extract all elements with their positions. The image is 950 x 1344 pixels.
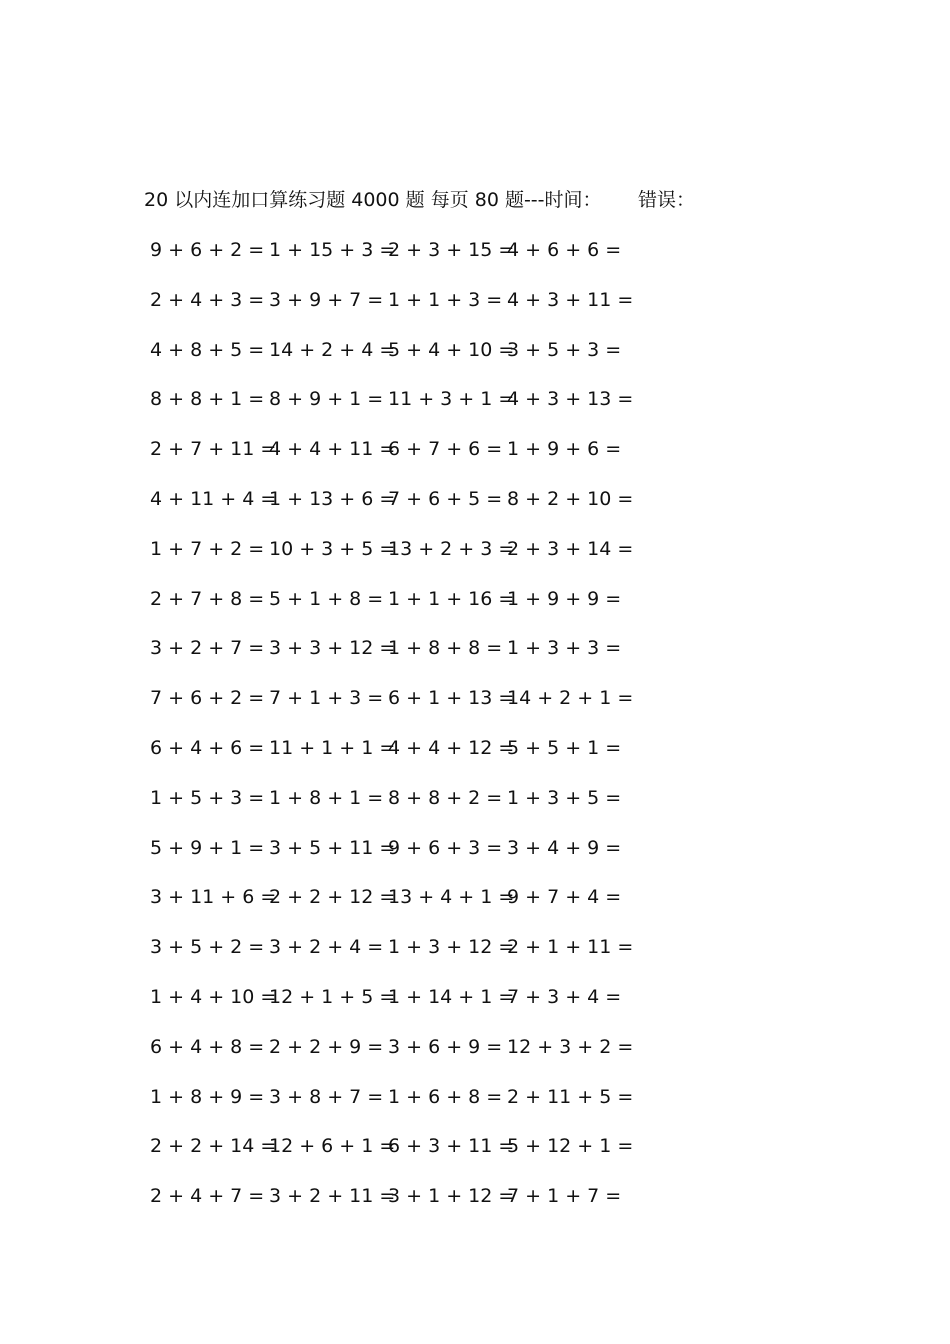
problem-text: 1 + 1 + 16 = bbox=[388, 587, 515, 610]
problem-text: 3 + 8 + 7 = bbox=[269, 1085, 384, 1108]
problem-text: 14 + 2 + 4 = bbox=[269, 338, 396, 361]
problem-text: 3 + 1 + 12 = bbox=[388, 1185, 515, 1208]
problem-item bbox=[382, 833, 503, 863]
problem-text: 3 + 5 + 3 = bbox=[507, 338, 622, 361]
problem-text: 2 + 2 + 9 = bbox=[269, 1035, 384, 1058]
problem-item bbox=[263, 484, 396, 514]
problem-item bbox=[501, 285, 634, 315]
problem-text: 6 + 3 + 11 = bbox=[388, 1135, 515, 1158]
problem-text: 2 + 7 + 8 = bbox=[150, 587, 265, 610]
problem-item bbox=[144, 534, 265, 564]
problem-item bbox=[263, 1032, 384, 1062]
problem-text: 1 + 9 + 9 = bbox=[507, 587, 622, 610]
problem-row bbox=[0, 1181, 950, 1231]
worksheet-header bbox=[144, 186, 696, 214]
problem-item bbox=[144, 434, 277, 464]
problem-item bbox=[501, 235, 631, 265]
problem-item bbox=[144, 335, 265, 365]
problem-text: 3 + 6 + 9 = bbox=[388, 1035, 503, 1058]
problem-row bbox=[0, 882, 950, 932]
problem-item bbox=[263, 235, 396, 265]
problem-text: 3 + 11 + 6 = bbox=[150, 886, 277, 909]
problem-text: 3 + 2 + 4 = bbox=[269, 936, 384, 959]
problem-text: 1 + 13 + 6 = bbox=[269, 487, 396, 510]
problem-row bbox=[0, 1032, 950, 1082]
problem-item bbox=[263, 384, 384, 414]
problem-item bbox=[382, 434, 503, 464]
problem-text: 1 + 3 + 12 = bbox=[388, 936, 515, 959]
problem-row bbox=[0, 235, 950, 285]
problem-text: 6 + 4 + 6 = bbox=[150, 736, 265, 759]
problem-text: 3 + 4 + 9 = bbox=[507, 836, 622, 859]
problem-item bbox=[263, 733, 396, 763]
problem-text: 8 + 8 + 2 = bbox=[388, 786, 503, 809]
problem-text: 5 + 5 + 1 = bbox=[507, 736, 622, 759]
problem-text: 6 + 7 + 6 = bbox=[388, 438, 503, 461]
problem-text: 2 + 3 + 15 = bbox=[388, 239, 515, 261]
problem-row bbox=[0, 633, 950, 683]
problem-text: 12 + 1 + 5 = bbox=[269, 985, 396, 1008]
problem-item bbox=[382, 932, 515, 962]
problem-item bbox=[263, 335, 396, 365]
problem-item bbox=[501, 733, 631, 763]
problem-text: 2 + 2 + 12 = bbox=[269, 886, 396, 909]
problem-text: 3 + 5 + 11 = bbox=[269, 836, 396, 859]
problem-text: 2 + 7 + 11 = bbox=[150, 438, 277, 461]
problem-text: 8 + 8 + 1 = bbox=[150, 388, 265, 411]
problem-item bbox=[382, 633, 503, 663]
problem-text: 9 + 6 + 2 = bbox=[150, 239, 265, 261]
problem-item bbox=[144, 932, 265, 962]
problem-item bbox=[144, 633, 265, 663]
problem-text: 1 + 14 + 1 = bbox=[388, 985, 515, 1008]
problem-item bbox=[382, 484, 503, 514]
problem-text: 6 + 4 + 8 = bbox=[150, 1035, 265, 1058]
problem-item bbox=[144, 733, 265, 763]
problem-text: 7 + 1 + 3 = bbox=[269, 687, 384, 710]
problem-grid bbox=[0, 235, 950, 1231]
problem-text: 3 + 2 + 7 = bbox=[150, 637, 265, 660]
problem-item bbox=[501, 683, 634, 713]
problem-text: 1 + 8 + 1 = bbox=[269, 786, 384, 809]
problem-row bbox=[0, 434, 950, 484]
problem-item bbox=[263, 683, 384, 713]
problem-text: 1 + 5 + 3 = bbox=[150, 786, 265, 809]
problem-item bbox=[263, 633, 396, 663]
problem-item bbox=[382, 584, 515, 614]
problem-text: 1 + 8 + 8 = bbox=[388, 637, 503, 660]
problem-text: 2 + 2 + 14 = bbox=[150, 1135, 277, 1158]
problem-item bbox=[263, 1131, 396, 1161]
problem-row bbox=[0, 1082, 950, 1132]
problem-text: 5 + 9 + 1 = bbox=[150, 836, 265, 859]
problem-row bbox=[0, 1131, 950, 1181]
problem-item bbox=[382, 1131, 515, 1161]
problem-text: 5 + 1 + 8 = bbox=[269, 587, 384, 610]
problem-item bbox=[144, 882, 277, 912]
problem-row bbox=[0, 484, 950, 534]
problem-text: 4 + 4 + 11 = bbox=[269, 438, 396, 461]
problem-text: 12 + 3 + 2 = bbox=[507, 1035, 634, 1058]
problem-item bbox=[501, 882, 631, 912]
worksheet-title: 20 以内连加口算练习题 4000 题 每页 80 题---时间： bbox=[144, 189, 602, 211]
problem-text: 11 + 3 + 1 = bbox=[388, 388, 515, 411]
problem-item bbox=[144, 683, 265, 713]
problem-item bbox=[501, 633, 631, 663]
problem-item bbox=[144, 584, 265, 614]
problem-text: 7 + 6 + 2 = bbox=[150, 687, 265, 710]
problem-item bbox=[382, 1181, 515, 1211]
problem-item bbox=[382, 235, 515, 265]
problem-text: 4 + 3 + 11 = bbox=[507, 288, 634, 311]
problem-item bbox=[144, 783, 265, 813]
problem-item bbox=[382, 683, 515, 713]
problem-text: 1 + 6 + 8 = bbox=[388, 1085, 503, 1108]
problem-text: 8 + 2 + 10 = bbox=[507, 487, 634, 510]
problem-text: 4 + 4 + 12 = bbox=[388, 736, 515, 759]
problem-item bbox=[144, 484, 277, 514]
problem-item bbox=[382, 534, 515, 564]
problem-row bbox=[0, 285, 950, 335]
problem-item bbox=[263, 1181, 396, 1211]
problem-row bbox=[0, 783, 950, 833]
problem-row bbox=[0, 733, 950, 783]
problem-row bbox=[0, 584, 950, 634]
problem-item bbox=[501, 1032, 634, 1062]
problem-item bbox=[382, 882, 515, 912]
problem-row bbox=[0, 335, 950, 385]
problem-item bbox=[501, 584, 631, 614]
problem-text: 3 + 3 + 12 = bbox=[269, 637, 396, 660]
problem-text: 2 + 4 + 3 = bbox=[150, 288, 265, 311]
problem-item bbox=[501, 384, 634, 414]
problem-item bbox=[263, 285, 384, 315]
problem-item bbox=[144, 285, 265, 315]
problem-item bbox=[263, 932, 384, 962]
problem-item bbox=[382, 285, 503, 315]
problem-item bbox=[382, 982, 515, 1012]
problem-item bbox=[144, 384, 265, 414]
problem-text: 4 + 6 + 6 = bbox=[507, 239, 622, 261]
problem-item bbox=[263, 833, 396, 863]
problem-item bbox=[501, 783, 631, 813]
problem-item bbox=[144, 1082, 265, 1112]
problem-text: 4 + 3 + 13 = bbox=[507, 388, 634, 411]
problem-item bbox=[144, 833, 265, 863]
problem-row bbox=[0, 932, 950, 982]
problem-item bbox=[382, 733, 515, 763]
problem-item bbox=[263, 584, 384, 614]
problem-item bbox=[501, 1181, 631, 1211]
problem-item bbox=[144, 982, 277, 1012]
problem-item bbox=[382, 1082, 503, 1112]
problem-text: 1 + 8 + 9 = bbox=[150, 1085, 265, 1108]
problem-text: 3 + 2 + 11 = bbox=[269, 1185, 396, 1208]
problem-text: 9 + 6 + 3 = bbox=[388, 836, 503, 859]
problem-text: 2 + 4 + 7 = bbox=[150, 1185, 265, 1208]
problem-text: 5 + 12 + 1 = bbox=[507, 1135, 634, 1158]
problem-item bbox=[263, 534, 396, 564]
problem-text: 1 + 1 + 3 = bbox=[388, 288, 503, 311]
problem-item bbox=[144, 1181, 265, 1211]
problem-item bbox=[382, 335, 515, 365]
problem-text: 2 + 3 + 14 = bbox=[507, 537, 634, 560]
problem-text: 7 + 1 + 7 = bbox=[507, 1185, 622, 1208]
errors-label: 错误： bbox=[638, 189, 696, 211]
problem-item bbox=[263, 882, 396, 912]
problem-row bbox=[0, 384, 950, 434]
problem-text: 13 + 2 + 3 = bbox=[388, 537, 515, 560]
problem-text: 12 + 6 + 1 = bbox=[269, 1135, 396, 1158]
problem-item bbox=[501, 932, 634, 962]
problem-text: 2 + 11 + 5 = bbox=[507, 1085, 634, 1108]
problem-item bbox=[144, 1032, 265, 1062]
problem-item bbox=[501, 1082, 634, 1112]
problem-text: 3 + 5 + 2 = bbox=[150, 936, 265, 959]
problem-text: 1 + 3 + 3 = bbox=[507, 637, 622, 660]
problem-text: 4 + 11 + 4 = bbox=[150, 487, 277, 510]
problem-item bbox=[501, 534, 634, 564]
problem-text: 1 + 3 + 5 = bbox=[507, 786, 622, 809]
problem-text: 2 + 1 + 11 = bbox=[507, 936, 634, 959]
problem-text: 7 + 6 + 5 = bbox=[388, 487, 503, 510]
problem-text: 6 + 1 + 13 = bbox=[388, 687, 515, 710]
problem-item bbox=[144, 1131, 277, 1161]
problem-row bbox=[0, 534, 950, 584]
problem-item bbox=[263, 434, 396, 464]
problem-text: 5 + 4 + 10 = bbox=[388, 338, 515, 361]
problem-item bbox=[144, 235, 265, 265]
problem-text: 11 + 1 + 1 = bbox=[269, 736, 396, 759]
problem-text: 7 + 3 + 4 = bbox=[507, 985, 622, 1008]
problem-text: 3 + 9 + 7 = bbox=[269, 288, 384, 311]
problem-item bbox=[501, 982, 631, 1012]
problem-item bbox=[263, 1082, 384, 1112]
problem-text: 1 + 9 + 6 = bbox=[507, 438, 622, 461]
problem-text: 9 + 7 + 4 = bbox=[507, 886, 622, 909]
problem-item bbox=[501, 1131, 634, 1161]
problem-item bbox=[501, 484, 634, 514]
problem-row bbox=[0, 833, 950, 883]
problem-row bbox=[0, 683, 950, 733]
problem-text: 4 + 8 + 5 = bbox=[150, 338, 265, 361]
problem-item bbox=[501, 335, 631, 365]
problem-item bbox=[263, 783, 384, 813]
problem-text: 1 + 15 + 3 = bbox=[269, 239, 396, 261]
problem-text: 14 + 2 + 1 = bbox=[507, 687, 634, 710]
problem-item bbox=[501, 434, 631, 464]
problem-item bbox=[382, 783, 503, 813]
problem-item bbox=[263, 982, 396, 1012]
problem-text: 10 + 3 + 5 = bbox=[269, 537, 396, 560]
problem-text: 1 + 7 + 2 = bbox=[150, 537, 265, 560]
problem-row bbox=[0, 982, 950, 1032]
problem-item bbox=[382, 384, 515, 414]
problem-text: 1 + 4 + 10 = bbox=[150, 985, 277, 1008]
problem-item bbox=[382, 1032, 503, 1062]
problem-item bbox=[501, 833, 631, 863]
problem-text: 13 + 4 + 1 = bbox=[388, 886, 515, 909]
problem-text: 8 + 9 + 1 = bbox=[269, 388, 384, 411]
